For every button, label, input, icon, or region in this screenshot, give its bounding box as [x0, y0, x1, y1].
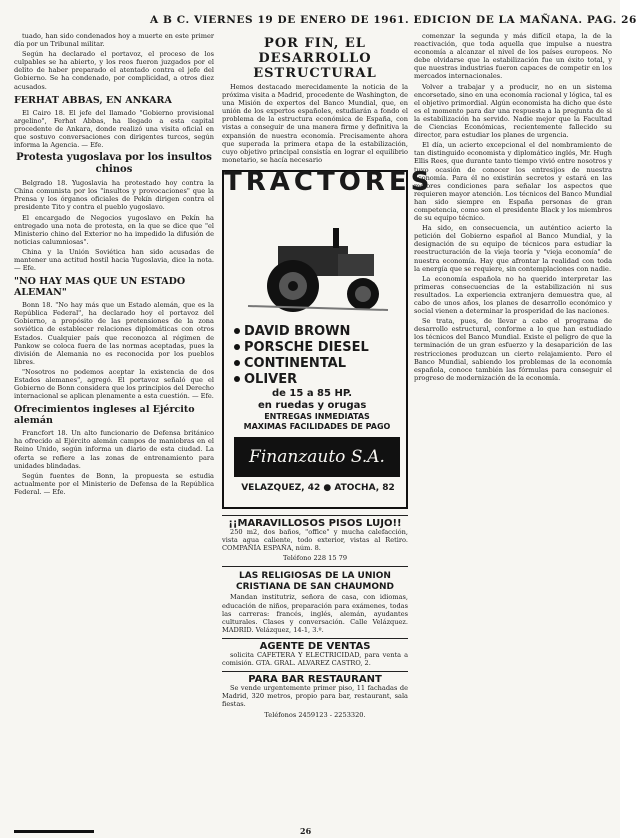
page-header: A B C. VIERNES 19 DE ENERO DE 1961. EDICION DE LA MAÑANA. PAG. 26	[150, 14, 637, 26]
headline-desarrollo-estructural: POR FIN, EL DESARROLLO ESTRUCTURAL	[253, 36, 377, 81]
headline-ofrecimientos-ingleses: Ofrecimientos ingleses al Ejército alemán	[14, 404, 195, 427]
brand-item: DAVID BROWN	[234, 324, 404, 340]
tractor-illustration	[238, 216, 394, 316]
article-text: Según ha declarado el portavoz, el proceso de los culpables se ha abierto, y los reos fueron juzgados por el delito de haber preparado el atentado contra el jefe del Gobierno. Se ha condenado, por complicidad, a otros diez acusados.	[14, 50, 214, 91]
article-text: Ha sido, en consecuencia, un auténtico acierto la petición del Gobierno español al Banco Mundial, y la designación de su equipo de técnicos para estudiar la reestructuración de la vieja teoría y "vieja economía" de nuestra economía. Hay que afrontar la realidad con toda la energía que se requiere, sin contemplaciones con nadie.	[414, 224, 612, 273]
bullet-icon	[234, 376, 240, 382]
article-text: China y la Unión Soviética han sido acusadas de mantener una actitud hostil hacia Yugoslavia, dice la nota. — Efe.	[14, 247, 214, 273]
hp-range: de 15 a 85 HP.	[272, 387, 353, 399]
ad-title: TRACTORES	[224, 166, 434, 197]
ad-text: solicita CAFETERA Y ELECTRICIDAD, para venta a comisión. GTA. GRAL. ALVAREZ CASTRO, 2.	[222, 650, 408, 668]
bullet-icon	[234, 328, 240, 334]
entregas-text: ENTREGAS INMEDIATAS	[264, 411, 370, 421]
article-text: Según fuentes de Bonn, la propuesta se estudia actualmente por el Ministerio de Defensa de la República Federal. — Efe.	[14, 471, 214, 496]
footer-bar	[14, 830, 94, 833]
article-text: tuado, han sido condenados hoy a muerte en este primer día por un Tribunal militar.	[14, 32, 214, 49]
pisos-phone: Teléfono 228 15 79	[282, 554, 348, 563]
company-address: VELAZQUEZ, 42 ● ATOCHA, 82	[241, 482, 395, 493]
facilidades-text: MAXIMAS FACILIDADES DE PAGO	[243, 421, 391, 431]
company-logo: Finanzauto S.A.	[234, 437, 400, 477]
bullet-icon	[234, 360, 240, 366]
headline-protesta-yugoslava: Protesta yugoslava por los insultos chinos	[16, 152, 212, 176]
article-text: La economía española no ha querido interpretar las primeras consecuencias de la estabilización ni sus resultados. La experiencia extranjera demuestra que, al cabo de unos años, los planes de desarrollo económico y social vienen a determinar la prosperidad de las naciones.	[414, 274, 612, 316]
brand-item: CONTINENTAL	[234, 356, 404, 372]
ad-text: 250 m2, dos baños, "office" y mucha calefacción, vista agua caliente, todo exterior, vistas al Retiro. COMPAÑÍA ESPAÑA, núm. 8.	[222, 528, 408, 553]
divider	[222, 566, 408, 567]
brand-item: OLIVER	[234, 372, 404, 388]
religiosas-ad-title: LAS RELIGIOSAS DE LA UNION CRISTIANA DE SAN CHAUMOND	[235, 571, 395, 593]
divider	[222, 671, 408, 672]
bullet-icon	[234, 344, 240, 350]
article-text: Hemos destacado merecidamente la noticia de la próxima visita a Madrid, procedente de Washington, de una Misión de expertos del Banco Mundial, que, en unión de los expertos españoles, estudiarán a fondo el problema de la estructura económica de España, con vistas a conseguir de una manera firme y definitiva la expansión de nuestra economía. Precisamente ahora que superada la primera etapa de la estabilización, cuyo objetivo principal consistía en lograr el equilibrio monetario, se hacía necesario	[222, 83, 408, 164]
tractores-advertisement	[222, 166, 434, 509]
headline-ferhat-abbas: FERHAT ABBAS, EN ANKARA	[14, 94, 172, 106]
page-footer	[0, 826, 620, 838]
ad-text: Se vende urgentemente primer piso, 11 fachadas de Madrid, 320 metros, propio para bar, restaurant, sala fiestas.	[222, 684, 408, 709]
headline-estado-aleman: "NO HAY MAS QUE UN ESTADO ALEMAN"	[14, 276, 186, 299]
divider	[222, 515, 408, 516]
article-text: Belgrado 18. Yugoslavia ha protestado hoy contra la China comunista por los "insultos y provocaciones" que la Prensa y los órganos oficiales de Pekín dirigen contra el presidente Tito y contra el pueblo yugoslavo.	[14, 179, 214, 212]
article-text: Francfort 18. Un alto funcionario de Defensa británico ha ofrecido al Ejército alemán campos de maniobras en el Reino Unido, según informa un diario de esta ciudad. La oferta se refiere a las zonas de entrenamiento para unidades blindadas.	[14, 429, 214, 470]
article-text: Volver a trabajar y a producir, no en un sistema encorsetado, sino en una economía racional y lógica, tal es el objetivo primordial. Algún economista ha dicho que éste es el momento para dar una respuesta a la pregunta de si la estabilización ha servido. Nadie mejor que la Facultad de Ciencias Económicas, recientemente fallecido su director, para estudiar los planes de urgencia.	[414, 82, 612, 140]
column-right	[414, 32, 612, 832]
ad-text: Mandan institutriz, señora de casa, con idiomas, educación de niños, preparación para exámenes, todas las carreras: francés, inglés, alemán, ayudantes culturales. Clases y conversación. Calle Velázquez. MADRID. Velázquez, 14-1, 3.º.	[222, 593, 408, 634]
page-number: 26	[300, 826, 312, 836]
brand-item: PORSCHE DIESEL	[234, 340, 404, 356]
brand-list	[234, 324, 404, 412]
bar-ad-title: PARA BAR RESTAURANT	[248, 674, 382, 686]
article-text: Bonn 18. "No hay más que un Estado alemán, que es la República Federal", ha declarado hoy el portavoz del Gobierno, a propósito de las pretensiones de la zona soviética de establecer relaciones diplomáticas con otros Estados. Cualquier país que reconozca al régimen de Pankow se coloca fuera de las normas aceptadas, pues la división de Alemania no es reconocida por los pueblos libres.	[14, 301, 214, 366]
pisos-ad-title: ¡¡MARAVILLOSOS PISOS LUJO!!	[228, 517, 402, 529]
divider	[222, 638, 408, 639]
article-text: "Nosotros no podemos aceptar la existencia de dos Estados alemanes", agregó. El portavoz señaló que el Gobierno de Bonn considera que los principios del Derecho internacional se aplican plenamente a esta cuestión. — Efe.	[14, 367, 214, 401]
agente-ad-title: AGENTE DE VENTAS	[259, 640, 371, 652]
article-text: El encargado de Negocios yugoslavo en Pekín ha entregado una nota de protesta, en la que se dice que "el Ministerio chino del Exterior no ha impedido la difusión de noticias calumniosas".	[14, 213, 214, 246]
column-middle	[222, 32, 434, 832]
article-text: comenzar la segunda y más difícil etapa, la de la reactivación, que toda aquella que impulse a nuestra economía a alcanzar el nivel de los países europeos. No debe olvidarse que la estabilización fue un éxito total, y que nuestras industrias fueron capaces de competir en los mercados internacionales.	[414, 32, 612, 81]
article-text: El Cairo 18. El jefe del llamado "Gobierno provisional argelino", Ferhat Abbas, ha llegado a esta capital procedente de Ankara, donde realizó una visita oficial en que sostuvo conversaciones con dirigentes turcos, según informa la Agencia. — Efe.	[14, 108, 214, 150]
bar-phone: Teléfonos 2459123 - 2253320.	[264, 710, 366, 719]
delivery-info	[234, 412, 400, 432]
article-text: El día, un acierto excepcional el del nombramiento de tan distinguido economista y diplomático inglés, Mr. Hugh Ellis Rees, que durante tanto tiempo vivió entre nosotros y tuvo ocasión de conocer los entresijos de nuestra economía. Para él no existirán secretos y estará en las mejores condiciones para señalar los aspectos que requieren mayor atención. Los técnicos del Banco Mundial han sido siempre en España personas de gran competencia, como son el presidente Black y los miembros de su equipo técnico.	[414, 141, 612, 223]
column-left	[14, 32, 214, 832]
article-text: Se trata, pues, de llevar a cabo el programa de desarrollo estructural, conforme a lo que han estudiado los técnicos del Banco Mundial. Existe el peligro de que la terminación de un gran esfuerzo y la desaparición de las restricciones produzcan un cierto relajamiento. Pero el Banco Mundial, sabiendo los problemas de la economía española, conoce también las fórmulas para conseguir el progreso de modernización de la economía.	[414, 317, 612, 382]
hp-type: en ruedas y orugas	[258, 399, 367, 411]
